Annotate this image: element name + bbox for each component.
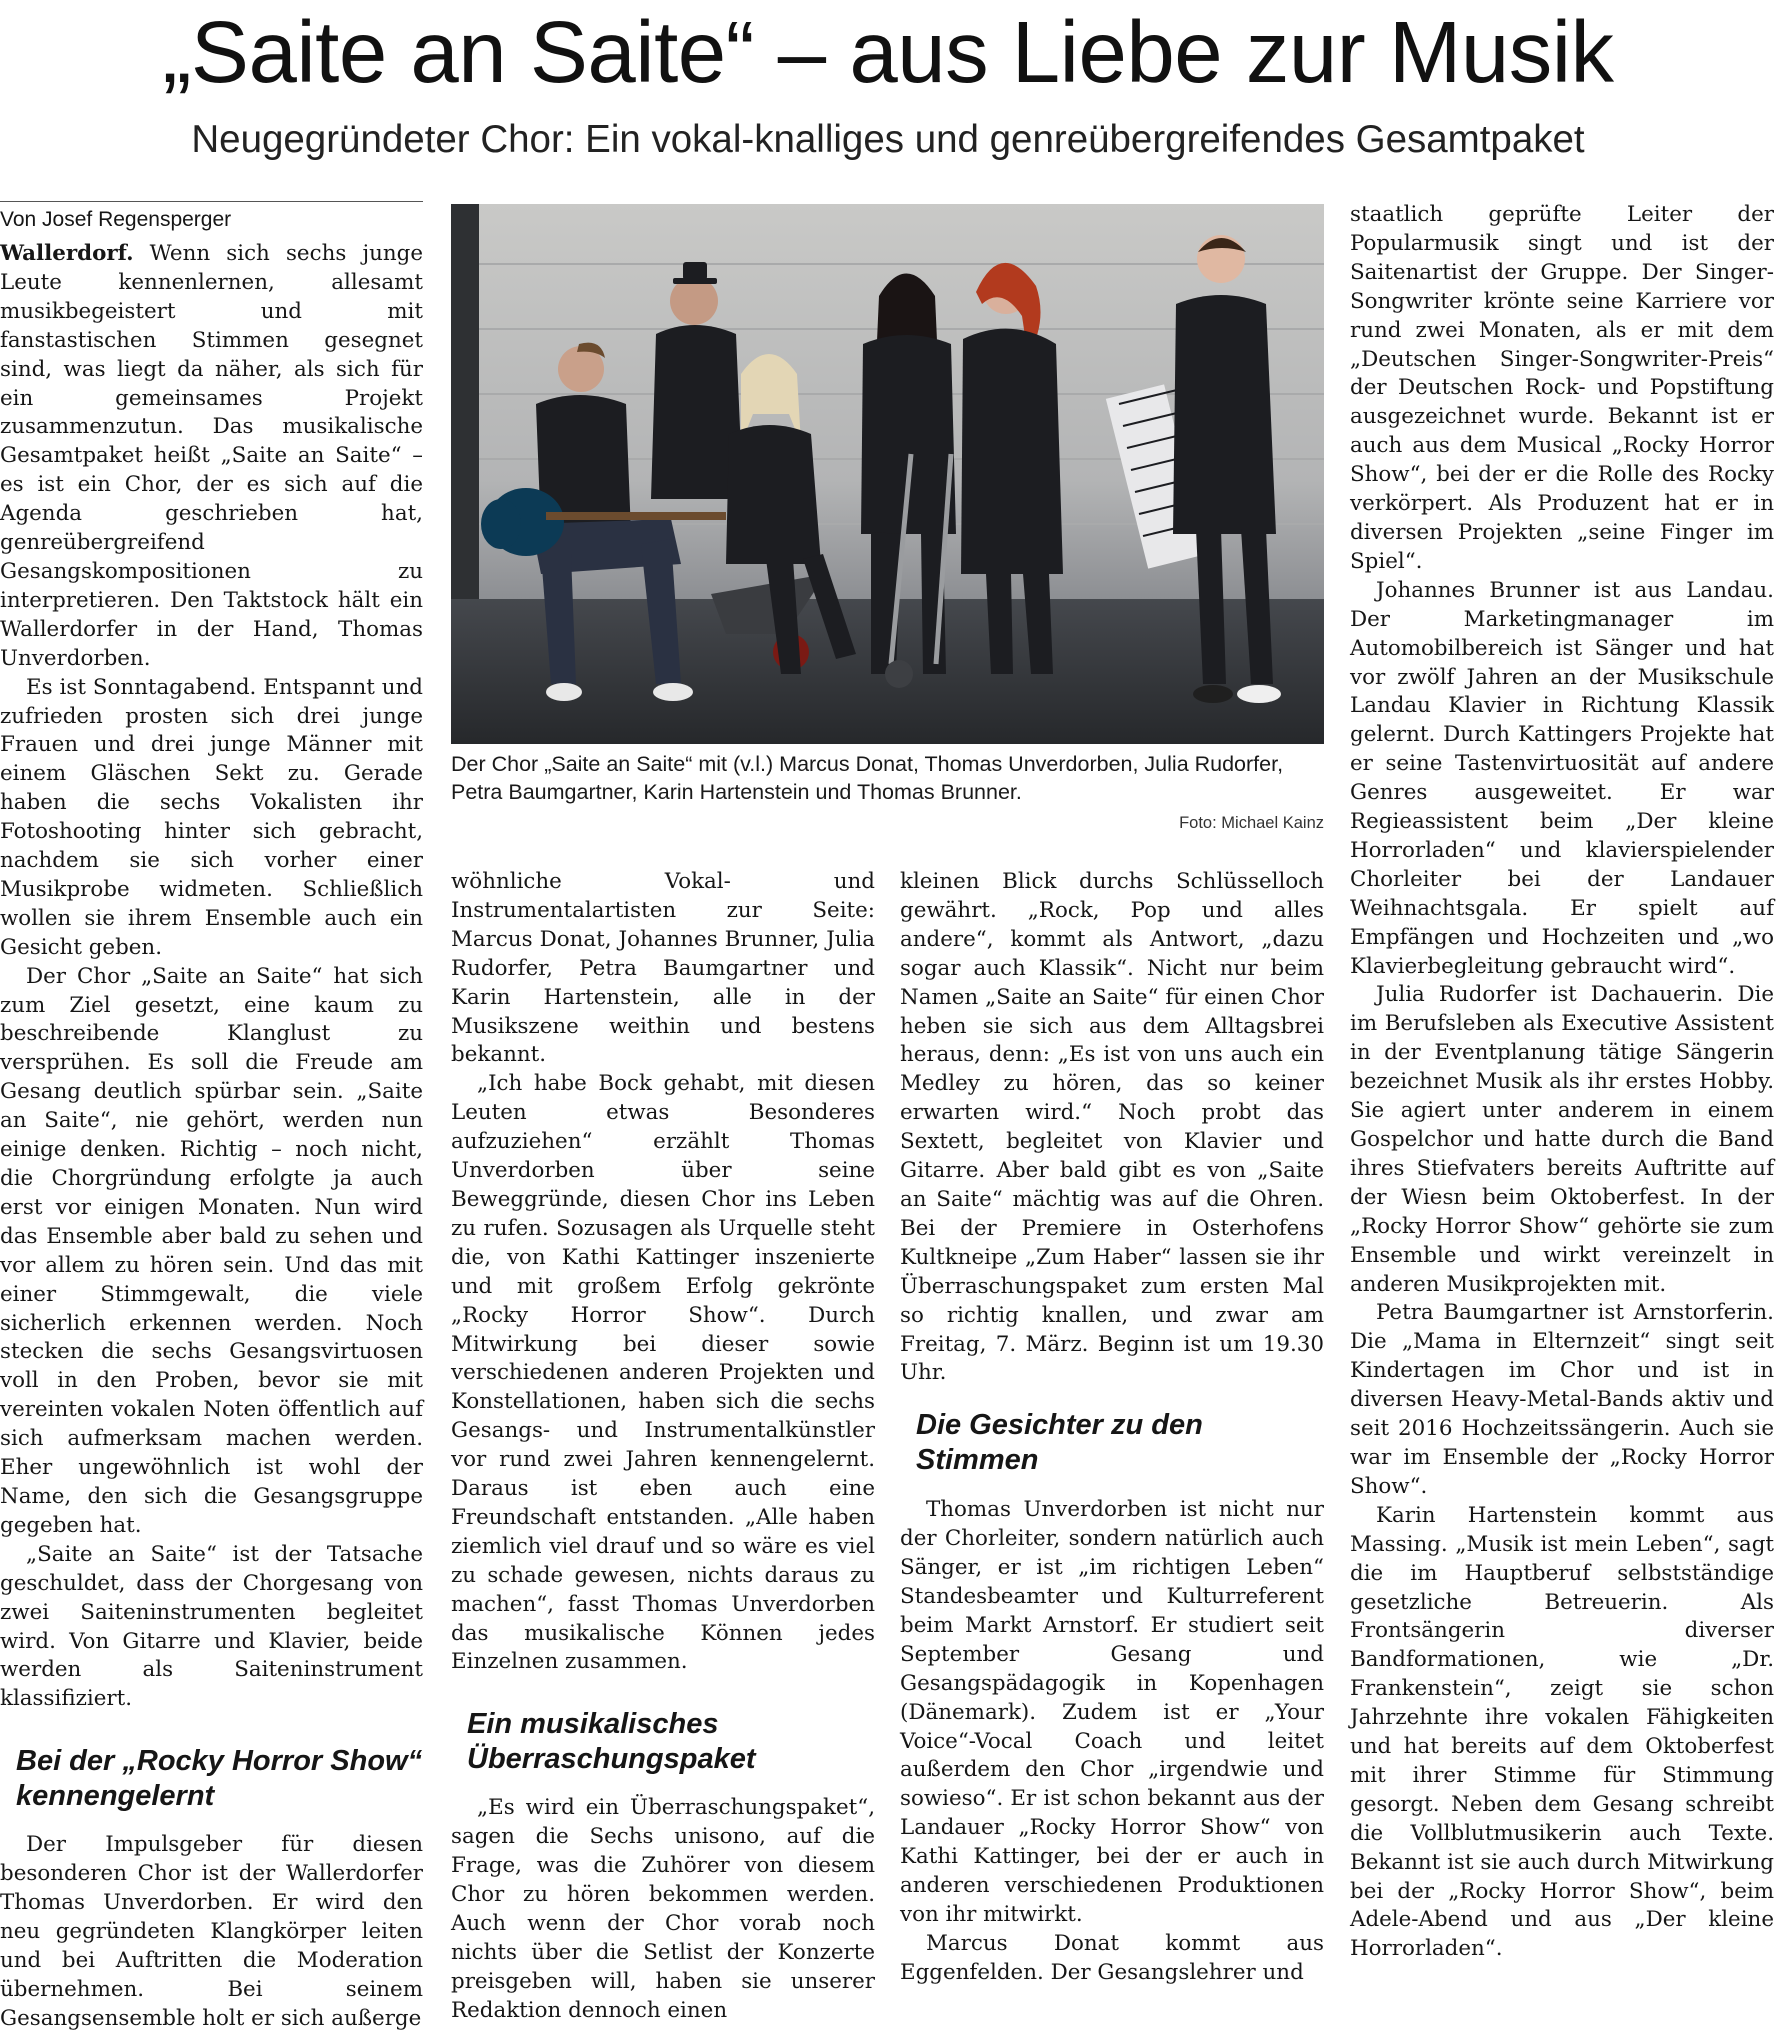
byline: Von Josef Regensperger xyxy=(0,208,232,231)
paragraph: Petra Baumgartner ist Arnstorferin. Die „Mama in Elternzeit“ singt seit Kindertagen im Chor und ist in diversen Heavy-Metal-Bands aktiv und seit 2016 Hochzeitssängerin. Auch sie war im Ensemble der „Rocky Horror Show“. xyxy=(1350,1300,1774,1499)
group-photo xyxy=(451,204,1324,744)
paragraph-continued: kleinen Blick durchs Schlüsselloch gewährt. „Rock, Pop und alles andere“, kommt als Antwort, „dazu sogar auch Klassik“. Nicht nur beim Namen „Saite an Saite“ für einen Chor heben sie sich aus dem Alltagsbrei heraus, denn: „Es ist von uns auch ein Medley zu hören, das so keiner erwarten wird.“ Noch probt das Sextett, begleitet von Klavier und Gitarre. Aber bald gibt es von „Saite an Saite“ mächtig was auf die Ohren. Bei der Premiere in Osterhofens Kultkneipe „Zum Haber“ lassen sie ihr Überraschungspaket zum ersten Mal so richtig knallen, und zwar am Freitag, 7. März. Beginn ist um 19.30 Uhr. xyxy=(900,869,1324,1386)
section-heading: Bei der „Rocky Horror Show“ kennengelernt xyxy=(16,1745,423,1813)
column-4 xyxy=(1350,201,1774,2003)
subheadline: Neugegründeter Chor: Ein vokal-knalliges und genreübergreifendes Gesamtpaket xyxy=(191,118,1585,161)
section-heading: Ein musikalisches Überraschungspaket xyxy=(467,1708,756,1776)
byline-rule xyxy=(0,201,423,202)
photo-caption: Der Chor „Saite an Saite“ mit (v.l.) Marcus Donat, Thomas Unverdorben, Julia Rudorfer, Petra Baumgartner, Karin Hartenstein und Thomas Brunner. xyxy=(451,752,1284,804)
paragraph: Marcus Donat kommt aus Eggenfelden. Der Gesangslehrer und xyxy=(900,1930,1324,1985)
paragraph-text: Wenn sich sechs junge Leute kennenlernen, allesamt musikbegeistert und mit fanstastischen Stimmen gesegnet sind, was liegt da näher, als sich für ein gemeinsames Projekt zusammenzutun. Das musikalische Gesamtpaket heißt „Saite an Saite“ – es ist ein Chor, der es sich auf die Agenda geschrieben hat, genreübergreifend Gesangskompositionen zu interpretieren. Den Taktstock hält ein Wallerdorfer in der Hand, Thomas Unverdorben. xyxy=(0,241,423,671)
paragraph: „Es wird ein Überraschungspaket“, sagen die Sechs unisono, auf die Frage, was die Zuhörer von diesem Chor zu hören bekommen werden. Auch wenn der Chor vorab noch nichts über die Setlist der Konzerte preisgeben will, haben sie unserer Redaktion dennoch einen xyxy=(451,1795,875,2023)
photo-credit: Foto: Michael Kainz xyxy=(1179,814,1324,832)
paragraph: „Ich habe Bock gehabt, mit diesen Leuten etwas Besonderes aufzuziehen“ erzählt Thomas Unverdorben über seine Beweggründe, diesen Chor ins Leben zu rufen. Sozusagen als Urquelle steht die, von Kathi Kattinger inszenierte und mit großem Erfolg gekrönte „Rocky Horror Show“. Durch Mitwirkung bei dieser sowie verschiedenen anderen Projekten und Konstellationen, haben sich die sechs Gesangs- und Instrumentalkünstler vor rund zwei Jahren kennengelernt. Daraus ist eben auch eine Freundschaft entstanden. „Alle haben ziemlich viel drauf und so wäre es viel zu schade gewesen, nichts daraus zu machen“, fasst Thomas Unverdorben das musikalische Können jedes Einzelnen zusammen. xyxy=(451,1071,875,1675)
paragraph: Der Impulsgeber für diesen besonderen Chor ist der Wallerdorfer Thomas Unverdorben. Er wird den neu gegründeten Klangkörper leiten und bei Auftritten die Moderation übernehmen. Bei seinem Gesangsensemble holt er sich außerge xyxy=(0,1832,423,2031)
paragraph: Der Chor „Saite an Saite“ hat sich zum Ziel gesetzt, eine kaum zu beschreibende Klanglust zu versprühen. Es soll die Freude am Gesang deutlich spürbar sein. „Saite an Saite“, nie gehört, werden nun einige denken. Richtig – noch nicht, die Chorgründung erfolgte ja auch erst vor einigen Monaten. Nun wird das Ensemble aber bald zu sehen und vor allem zu hören sein. Und das mit einer Stimmgewalt, die viele sicherlich erkennen werden. Noch stecken die sechs Gesangsvirtuosen voll in den Proben, bevor sie mit vereinten vokalen Noten öffentlich auf sich aufmerksam machen werden. Eher ungewöhnlich ist wohl der Name, den sich die Gesangsgruppe gegeben hat. xyxy=(0,963,423,1538)
paragraph: Julia Rudorfer ist Dachauerin. Die im Berufsleben als Executive Assistent in der Eventplanung tätige Sängerin bezeichnet Musik als ihr erstes Hobby. Sie agiert unter anderem in einem Gospelchor und hatte durch die Band ihres Stiefvaters bereits Auftritte auf der Wiesn beim Oktoberfest. In der „Rocky Horror Show“ gehörte sie zum Ensemble und wirkt vereinzelt in anderen Musikprojekten mit. xyxy=(1350,982,1774,1297)
paragraph: Karin Hartenstein kommt aus Massing. „Musik ist mein Leben“, sagt die im Hauptberuf selbstständige gesetzliche Betreuerin. Als Frontsängerin diverser Bandformationen, wie „Dr. Frankenstein“, zeigt sie schon Jahrzehnte ihre vokalen Fähigkeiten und hat bereits auf dem Oktoberfest mit ihrer Stimme für Stimmung gesorgt. Neben dem Gesang schreibt die Vollblutmusikerin auch Texte. Bekannt ist sie auch durch Mitwirkung bei der „Rocky Horror Show“, beim Adele-Abend und aus „Der kleine Horrorladen“. xyxy=(1350,1502,1774,1962)
paragraph: „Saite an Saite“ ist der Tatsache geschuldet, dass der Chorgesang von zwei Saiteninstrumenten begleitet wird. Von Gitarre und Klavier, beide werden als Saiteninstrument klassifiziert. xyxy=(0,1541,423,1712)
section-heading: Die Gesichter zu den Stimmen xyxy=(916,1409,1203,1477)
column-1 xyxy=(0,205,423,2031)
headline: „Saite an Saite“ – aus Liebe zur Musik xyxy=(162,4,1614,101)
paragraph: Es ist Sonntagabend. Entspannt und zufrieden prosten sich drei junge Frauen und drei junge Männer mit einem Gläschen Sekt zu. Gerade haben die sechs Vokalisten ihr Fotoshooting hinter sich gebracht, nachdem sie sich vorher einer Musikprobe widmeten. Schließlich wollen sie ihrem Ensemble auch ein Gesicht geben. xyxy=(0,674,423,960)
paragraph-continued: wöhnliche Vokal- und Instrumentalartisten zur Seite: Marcus Donat, Johannes Brunner, Julia Rudorfer, Petra Baumgartner und Karin Hartenstein, alle in der Musikszene weithin und bestens bekannt. xyxy=(451,869,875,1068)
column-3 xyxy=(900,868,1324,2003)
paragraph: Johannes Brunner ist aus Landau. Der Marketingmanager im Automobilbereich ist Sänger und hat vor zwölf Jahren an der Musikschule Landau Klavier in Richtung Klassik gelernt. Durch Kattingers Projekte hat er seine Tastenvirtuosität auf andere Genres ausgeweitet. Er war Regieassistent beim „Der kleine Horrorladen“ und klavierspielender Chorleiter bei der Landauer Weihnachtsgala. Er spielt auf Empfängen und Hochzeiten und „wo Klavierbegleitung gebraucht wird“. xyxy=(1350,577,1774,979)
dateline: Wallerdorf. xyxy=(0,241,134,266)
paragraph xyxy=(0,240,423,674)
paragraph: Thomas Unverdorben ist nicht nur der Chorleiter, sondern natürlich auch Sänger, er ist „im richtigen Leben“ Standesbeamter und Kulturreferent beim Markt Arnstorf. Er studiert seit September Gesang und Gesangspädagogik in Kopenhagen (Dänemark). Zudem ist er „Your Voice“-Vocal Coach und leitet außerdem den Chor „irgendwie und sowieso“. Er ist schon bekannt aus der Landauer „Rocky Horror Show“ von Kathi Kattinger, bei der er auch in anderen verschiedenen Produktionen von ihr mitwirkt. xyxy=(900,1497,1324,1927)
column-2 xyxy=(451,868,875,2023)
paragraph-continued: staatlich geprüfte Leiter der Popularmusik singt und ist der Saitenartist der Gruppe. Der Singer-Songwriter krönte seine Karriere vor rund zwei Monaten, als er mit dem „Deutschen Singer-Songwriter-Preis“ der Deutschen Rock- und Popstiftung ausgezeichnet wurde. Bekannt ist er auch aus dem Musical „Rocky Horror Show“, bei der er die Rolle des Rocky verkörpert. Als Produzent hat er in diversen Projekten „seine Finger im Spiel“. xyxy=(1350,202,1774,574)
